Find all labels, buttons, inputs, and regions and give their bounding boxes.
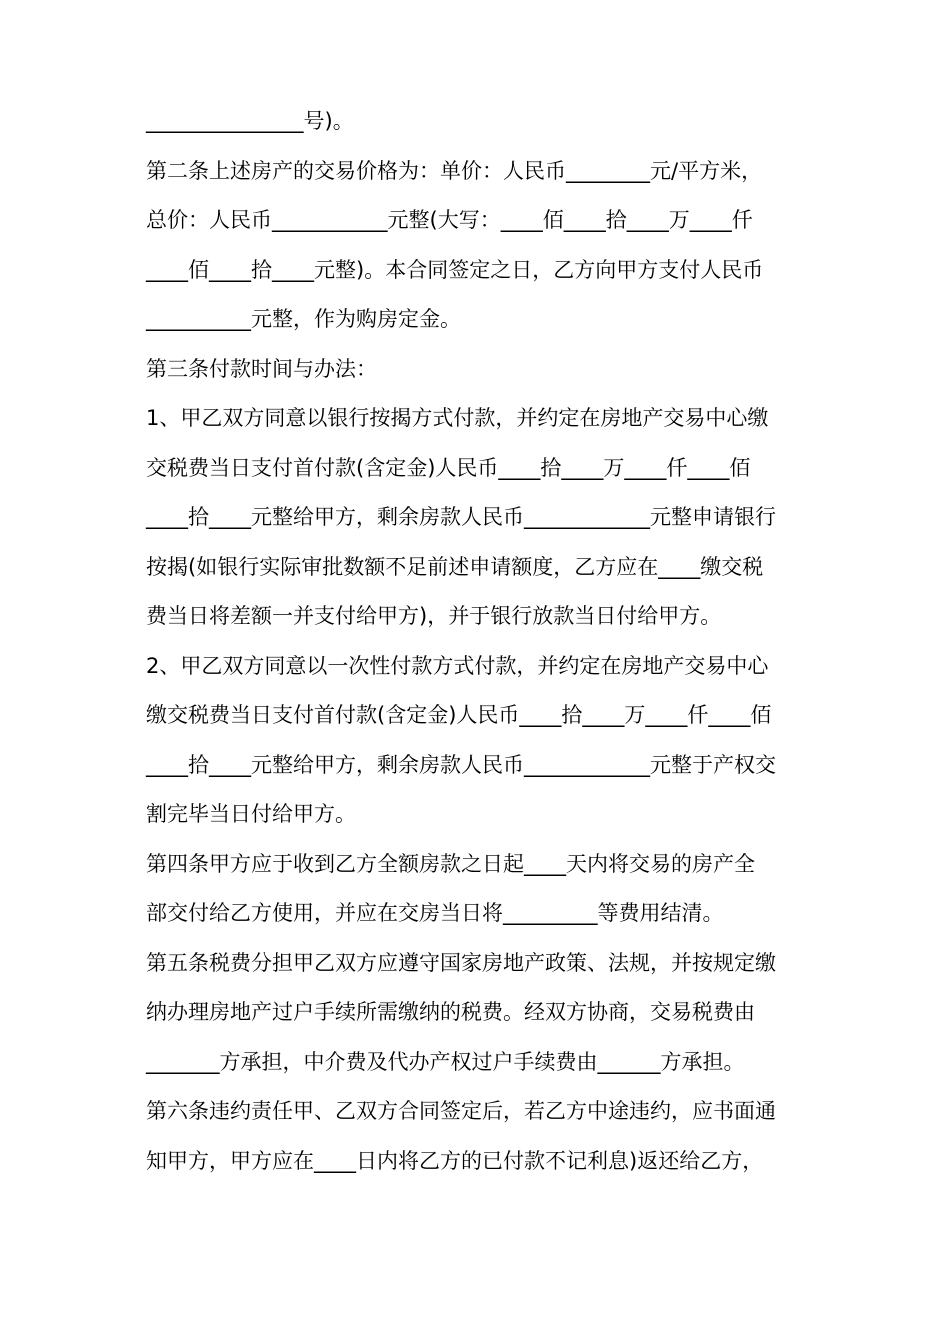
text-line: 部交付给乙方使用，并应在交房当日将_________等费用结清。 [146, 901, 724, 925]
text-line: 第二条上述房产的交易价格为：单价：人民币________元/平方米， [146, 158, 763, 183]
text-line: 第三条付款时间与办法： [146, 356, 377, 381]
text-line: __________元整，作为购房定金。 [146, 307, 461, 331]
text-line: 费当日将差额一并支付给甲方)，并于银行放款当日付给甲方。 [146, 604, 722, 628]
text-line: 纳办理房地产过户手续所需缴纳的税费。经双方协商，交易税费由 [146, 1000, 755, 1024]
text-line: 交税费当日支付首付款(含定金)人民币____拾____万____仟____佰 [146, 455, 751, 480]
text-line: _______________号)。 [146, 109, 354, 133]
text-line: ____佰____拾____元整)。本合同签定之日，乙方向甲方支付人民币 [146, 257, 764, 282]
text-line: 第四条甲方应于收到乙方全额房款之日起____天内将交易的房产全 [146, 851, 755, 876]
text-line: ____拾____元整给甲方，剩余房款人民币____________元整于产权交 [146, 752, 776, 777]
text-line: 知甲方，甲方应在____日内将乙方的已付款不记利息)返还给乙方， [146, 1148, 764, 1173]
text-line: 割完毕当日付给甲方。 [146, 802, 356, 826]
contract-body [146, 97, 826, 1186]
text-line: 1、甲乙双方同意以银行按揭方式付款，并约定在房地产交易中心缴 [146, 406, 769, 430]
text-line: 按揭(如银行实际审批数额不足前述申请额度，乙方应在____缴交税 [146, 554, 764, 579]
text-line: ____拾____元整给甲方，剩余房款人民币____________元整申请银行 [146, 505, 776, 529]
text-line: 第六条违约责任甲、乙双方合同签定后，若乙方中途违约，应书面通 [146, 1099, 776, 1123]
text-line: 总价：人民币___________元整(大写：____佰____拾____万____仟 [146, 208, 753, 232]
text-line: 2、甲乙双方同意以一次性付款方式付款，并约定在房地产交易中心 [146, 653, 769, 678]
text-line: _______方承担，中介费及代办产权过户手续费由______方承担。 [146, 1049, 745, 1074]
text-line: 第五条税费分担甲乙双方应遵守国家房地产政策、法规，并按规定缴 [146, 950, 776, 975]
text-line: 缴交税费当日支付首付款(含定金)人民币____拾____万____仟____佰 [146, 703, 772, 727]
